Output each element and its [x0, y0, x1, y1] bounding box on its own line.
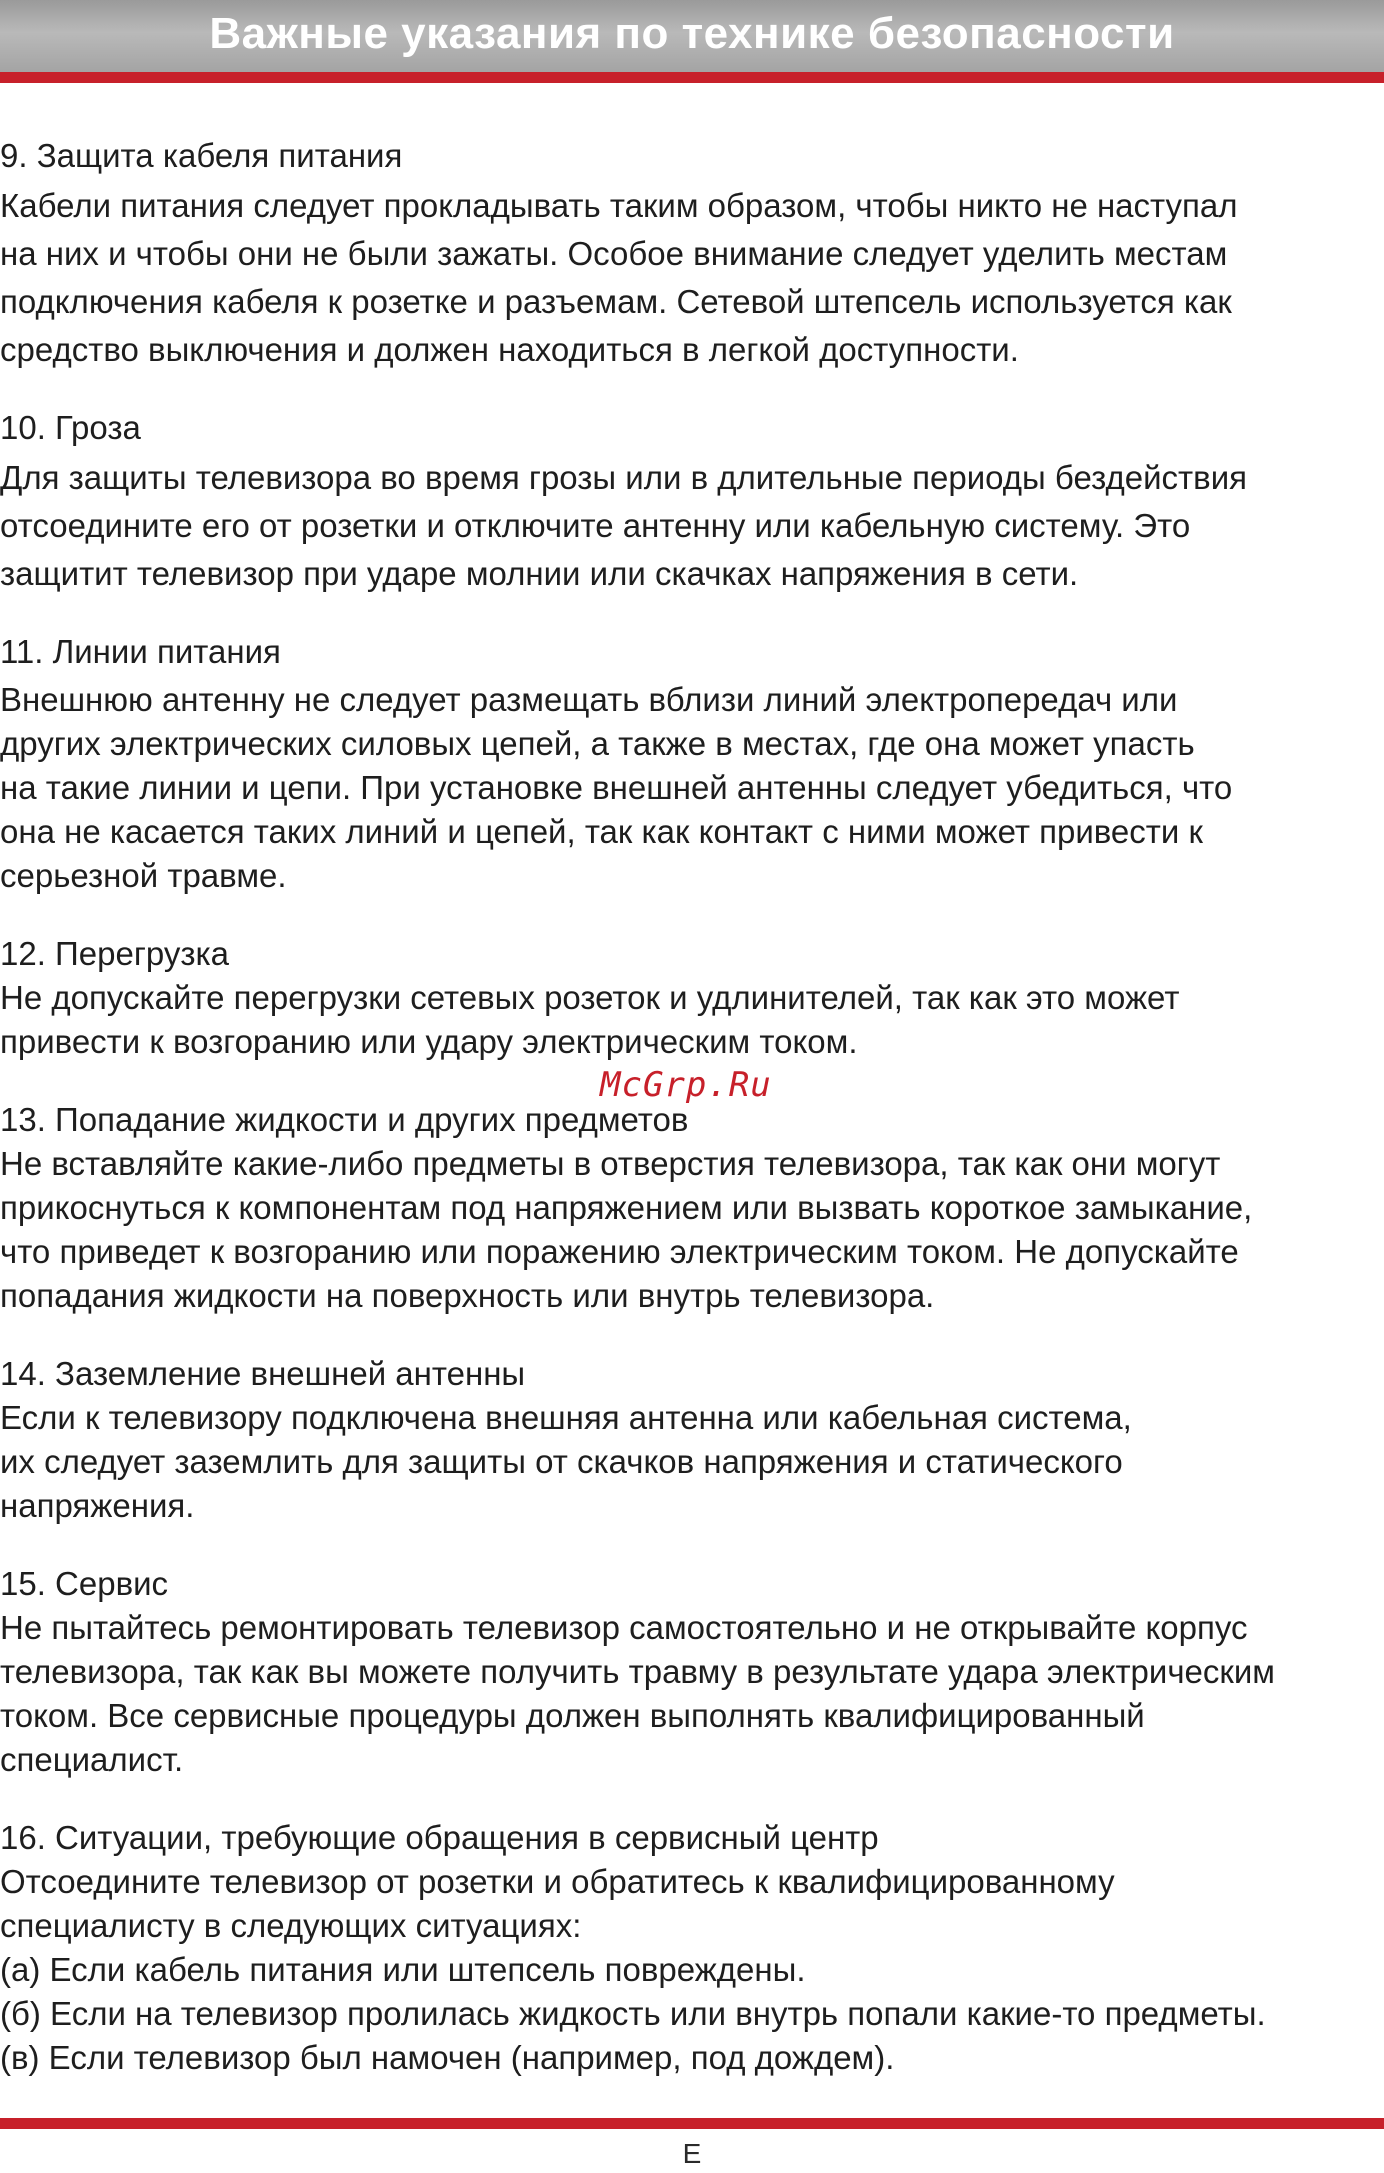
section-thunderstorm: [0, 402, 1384, 598]
watermark-text: McGrp.Ru: [600, 1065, 772, 1105]
paragraph-line: Кабели питания следует прокладывать таким образом, чтобы никто не наступал: [0, 187, 1238, 224]
paragraph-line: защитит телевизор при ударе молнии или скачках напряжения в сети.: [0, 555, 1079, 592]
section-heading: 14. Заземление внешней антенны: [0, 1355, 526, 1392]
paragraph-line: средство выключения и должен находиться в легкой доступности.: [0, 331, 1019, 368]
paragraph-line: на такие линии и цепи. При установке внешней антенны следует убедиться, что: [0, 769, 1233, 806]
list-item: (б) Если на телевизор пролилась жидкость или внутрь попали какие-то предметы.: [0, 1995, 1266, 2032]
page-title: Важные указания по технике безопасности: [209, 9, 1175, 58]
paragraph-line: специалист.: [0, 1741, 184, 1778]
section-heading: 15. Сервис: [0, 1565, 169, 1602]
list-item: (а) Если кабель питания или штепсель повреждены.: [0, 1951, 806, 1988]
paragraph-line: на них и чтобы они не были зажаты. Особое внимание следует уделить местам: [0, 235, 1228, 272]
paragraph-line: Не вставляйте какие-либо предметы в отверстия телевизора, так как они могут: [0, 1145, 1221, 1182]
paragraph-line: телевизора, так как вы можете получить травму в результате удара электрическим: [0, 1653, 1275, 1690]
section-heading: 11. Линии питания: [0, 633, 281, 670]
section-power-lines: [0, 626, 1384, 898]
paragraph-line: специалисту в следующих ситуациях:: [0, 1907, 582, 1944]
paragraph-line: Для защиты телевизора во время грозы или в длительные периоды бездействия: [0, 459, 1247, 496]
paragraph-line: током. Все сервисные процедуры должен выполнять квалифицированный: [0, 1697, 1145, 1734]
section-heading: 13. Попадание жидкости и других предметов: [0, 1101, 689, 1138]
paragraph-line: Если к телевизору подключена внешняя антенна или кабельная система,: [0, 1399, 1132, 1436]
section-overload: [0, 932, 1384, 1064]
section-heading: 10. Гроза: [0, 409, 141, 446]
paragraph-line: отсоедините его от розетки и отключите антенну или кабельную систему. Это: [0, 507, 1191, 544]
list-item: (в) Если телевизор был намочен (например, под дождем).: [0, 2039, 895, 2076]
paragraph-line: Не пытайтесь ремонтировать телевизор самостоятельно и не открывайте корпус: [0, 1609, 1248, 1646]
paragraph-line: она не касается таких линий и цепей, так как контакт с ними может привести к: [0, 813, 1203, 850]
section-heading: 9. Защита кабеля питания: [0, 137, 403, 174]
section-service: [0, 1562, 1384, 1782]
paragraph-line: Не допускайте перегрузки сетевых розеток и удлинителей, так как это может: [0, 979, 1180, 1016]
section-heading: 12. Перегрузка: [0, 935, 229, 972]
paragraph-line: Отсоедините телевизор от розетки и обратитесь к квалифицированному: [0, 1863, 1115, 1900]
paragraph-line: подключения кабеля к розетке и разъемам. Сетевой штепсель используется как: [0, 283, 1232, 320]
page-label: E: [682, 2138, 702, 2169]
paragraph-line: попадания жидкости на поверхность или внутрь телевизора.: [0, 1277, 935, 1314]
page-header: [0, 0, 1384, 72]
section-service-center-situations: [0, 1816, 1384, 2080]
section-power-cable-protection: [0, 130, 1384, 374]
header-divider: [0, 72, 1384, 83]
section-antenna-grounding: [0, 1352, 1384, 1528]
paragraph-line: Внешнюю антенну не следует размещать вблизи линий электропередач или: [0, 681, 1178, 718]
paragraph-line: других электрических силовых цепей, а также в местах, где она может упасть: [0, 725, 1195, 762]
paragraph-line: их следует заземлить для защиты от скачков напряжения и статического: [0, 1443, 1123, 1480]
paragraph-line: серьезной травме.: [0, 857, 287, 894]
paragraph-line: привести к возгоранию или удару электрическим током.: [0, 1023, 858, 1060]
paragraph-line: напряжения.: [0, 1487, 195, 1524]
paragraph-line: прикоснуться к компонентам под напряжением или вызвать короткое замыкание,: [0, 1189, 1253, 1226]
paragraph-line: что приведет к возгоранию или поражению электрическим током. Не допускайте: [0, 1233, 1239, 1270]
section-liquids-objects: [0, 1098, 1384, 1318]
section-heading: 16. Ситуации, требующие обращения в сервисный центр: [0, 1819, 879, 1856]
footer-divider: [0, 2118, 1384, 2129]
